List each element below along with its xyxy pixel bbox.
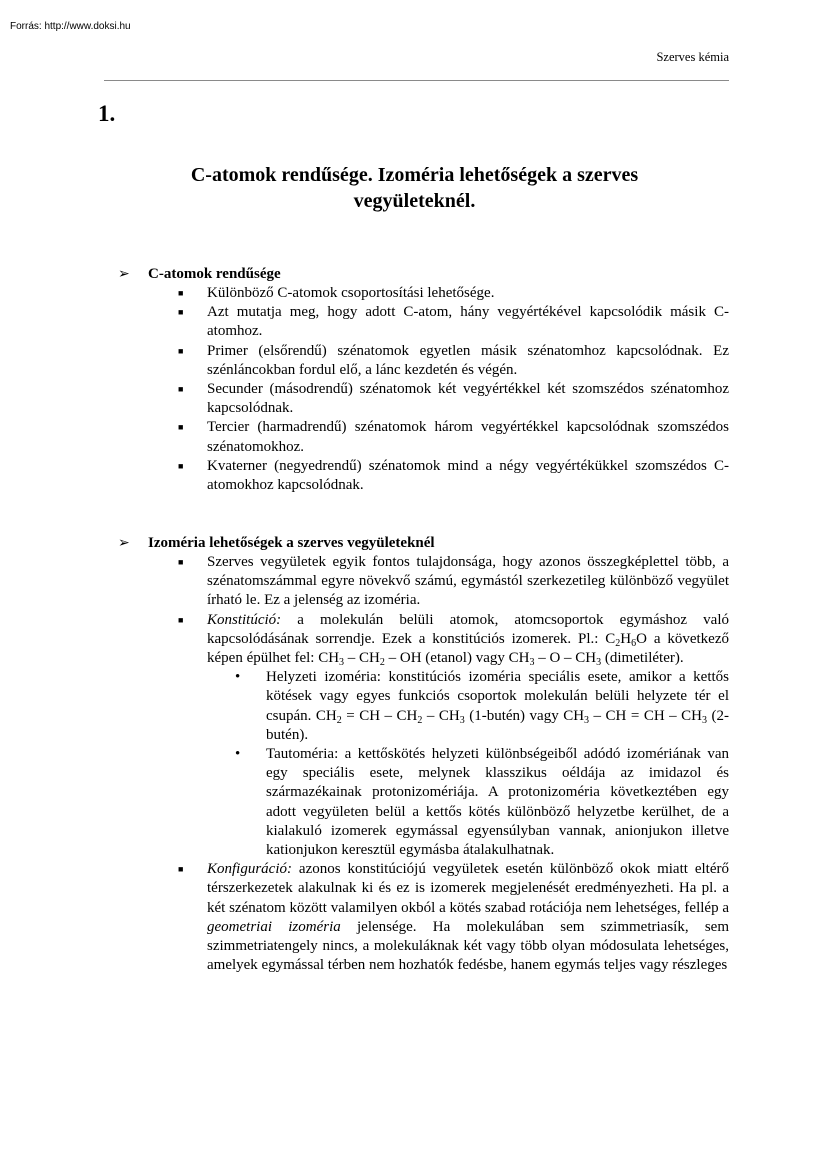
arrow-bullet-icon: ➢ — [118, 536, 130, 551]
list-item — [118, 457, 729, 495]
page-title — [150, 162, 679, 214]
running-header: Szerves kémia — [656, 50, 729, 64]
chapter-number: 1. — [98, 101, 116, 126]
subscript: 2 — [336, 714, 342, 726]
header-divider — [104, 80, 729, 81]
list-item — [118, 303, 729, 341]
text: Helyzeti izoméria: konstitúciós izoméria speciális esete, amikor a kettős kötések vagy egyes funkciós csoportok molekulán belüli helyzete tér el csupán. CH — [266, 669, 729, 724]
list-item-text: Különböző C-atomok csoportosítási lehetősége. — [207, 285, 495, 301]
section-heading-text: Izoméria lehetőségek a szerves vegyületeknél — [148, 535, 435, 551]
text: H — [620, 630, 632, 647]
subscript: 3 — [596, 657, 602, 669]
text: = CH – CH — [341, 707, 418, 724]
section-heading — [118, 265, 729, 284]
list-item-text: Tercier (harmadrendű) szénatomok három vegyértékkel kapcsolódnak szomszédos szénatomokhoz. — [207, 419, 729, 455]
subscript: 2 — [615, 637, 621, 649]
text: (dimetiléter). — [601, 650, 684, 667]
square-bullet-icon: ■ — [178, 422, 184, 433]
dot-bullet-icon: • — [235, 746, 241, 763]
subscript: 6 — [631, 637, 637, 649]
title-line-1: C-atomok rendűsége. Izoméria lehetőségek a szerves — [190, 164, 639, 186]
list-item — [118, 418, 729, 456]
square-bullet-icon: ■ — [178, 460, 184, 471]
sub-bullet-list — [207, 668, 729, 860]
text: (1-butén) vagy CH — [464, 707, 585, 724]
square-bullet-icon: ■ — [178, 557, 184, 567]
section-isomerism — [118, 534, 729, 975]
text: Tautoméria: a kettőskötés helyzeti különbségeiből adódó izomériának van egy speciális esete, melynek klasszikus oéldája az imidazol és származékainak protonizomériája. A protonizoméria következtében egy adott vegyületen belül a kettős kötés különböző helyzetbe kerülhet, de a kialakuló izomerek egymással egyensúlyban vannak, anionjukon illetve kationjukon keresztül egymásba átalakulhatnak. — [266, 746, 729, 859]
text: – CH — [344, 650, 380, 667]
section-carbon-order — [118, 265, 729, 495]
text: jelensége. Ha molekulában sem szimmetriasík, sem szimmetriatengely nincs, a molekuláknak két vagy több olyan módosulata lehetséges, amelyek egymással térben nem hozhatók fedésbe, hanem egymás teljes vagy részleges — [207, 918, 729, 974]
section-heading-text: C-atomok rendűsége — [148, 266, 281, 282]
list-item-text: Primer (elsőrendű) szénatomok egyetlen másik szénatomhoz kapcsolódnak. Ez szénláncokban fordul elő, a lánc kezdetén és végén. — [207, 342, 729, 378]
list-item-constitution — [118, 611, 729, 861]
square-bullet-icon: ■ — [178, 288, 184, 298]
subscript: 3 — [584, 714, 590, 726]
square-bullet-icon: ■ — [178, 307, 184, 318]
list-item-text: Azt mutatja meg, hogy adott C-atom, hány vegyértékével kapcsolódik másik C-atomhoz. — [207, 304, 729, 340]
text: azonos konstitúciójú vegyületek esetén különböző okok miatt eltérő térszerkezetek alakulnak ki és ez is izomerek megjelenését eredményezheti. Ha pl. a két szénatom között valamilyen okból a kötés szabad rotációja nem lehetséges, fellép a — [207, 861, 729, 916]
subscript: 2 — [379, 657, 385, 669]
bullet-list — [118, 553, 729, 975]
arrow-bullet-icon: ➢ — [118, 267, 130, 282]
subscript: 3 — [529, 657, 535, 669]
square-bullet-icon: ■ — [178, 384, 184, 395]
sub-list-item-positional — [207, 668, 729, 745]
text: – CH = CH – CH — [589, 707, 703, 724]
section-heading — [118, 534, 729, 553]
subscript: 3 — [459, 714, 465, 726]
source-label: Forrás: http://www.doksi.hu — [10, 21, 131, 32]
list-item — [118, 284, 729, 303]
dot-bullet-icon: • — [235, 669, 241, 686]
term-configuration: Konfiguráció: — [207, 861, 292, 878]
list-item — [118, 380, 729, 418]
list-item-text: Szerves vegyületek egyik fontos tulajdonsága, hogy azonos összegképlettel több, a szénatomszámmal egyre növekvő számú, egymástól szerkezetileg különböző vegyület írható le. Ez a jelenség az izoméria. — [207, 554, 729, 609]
list-item-text: Kvaterner (negyedrendű) szénatomok mind a négy vegyértékükkel szomszédos C-atomokhoz kapcsolódnak. — [207, 457, 729, 494]
square-bullet-icon: ■ — [178, 345, 184, 356]
text: – CH — [422, 707, 460, 724]
term-geometric-isomerism: geometriai izoméria — [207, 918, 341, 935]
list-item — [118, 553, 729, 611]
text: – O – CH — [534, 650, 597, 667]
subscript: 2 — [417, 714, 423, 726]
sub-list-item-tautomerism — [207, 745, 729, 860]
text: a molekulán belüli atomok, atomcsoportok egymáshoz való kapcsolódásának sorrendje. Ezek a konstitúciós izomerek. Pl.: C — [207, 611, 729, 647]
text: – OH (etanol) vagy CH — [384, 650, 530, 667]
term-constitution: Konstitúció: — [207, 611, 282, 628]
list-item-text: Secunder (másodrendű) szénatomok két vegyértékkel két szomszédos szénatomhoz kapcsolódnak. — [207, 381, 729, 417]
bullet-list — [118, 284, 729, 495]
subscript: 3 — [702, 714, 708, 726]
list-item — [118, 342, 729, 380]
subscript: 3 — [339, 657, 345, 669]
square-bullet-icon: ■ — [178, 614, 184, 625]
title-line-2: vegyületeknél. — [353, 190, 476, 212]
list-item-configuration — [118, 860, 729, 975]
text: O a következő képen épülhet fel: CH — [207, 630, 729, 667]
square-bullet-icon: ■ — [178, 864, 184, 875]
text: (2-butén). — [266, 707, 730, 743]
